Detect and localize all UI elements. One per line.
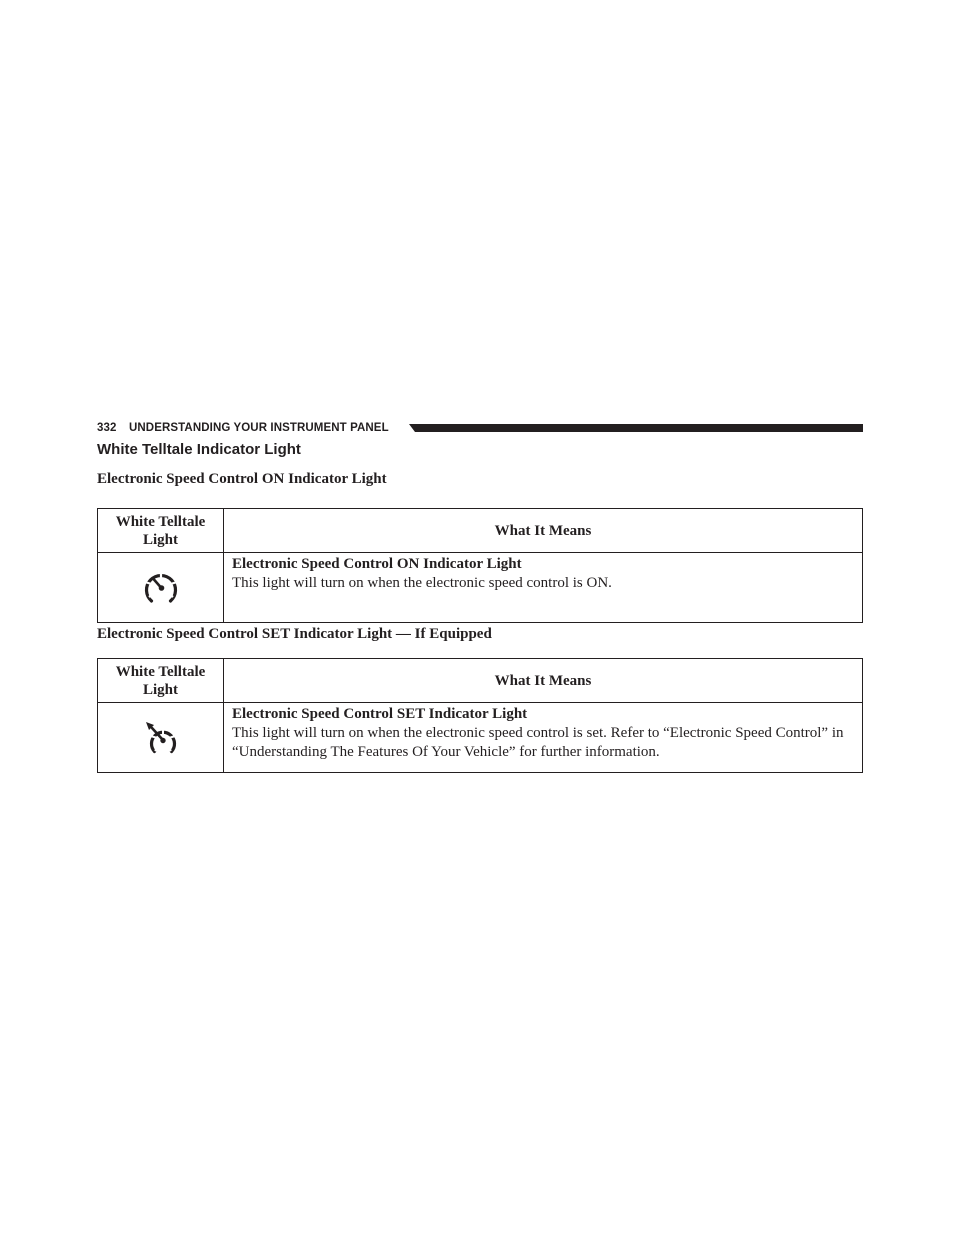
telltale-description [224, 553, 863, 623]
col-header-meaning: What It Means [224, 509, 863, 553]
row-title: Electronic Speed Control ON Indicator Light [232, 556, 522, 572]
telltale-icon-cell [98, 553, 224, 623]
speedometer-icon [140, 568, 182, 608]
section-title: White Telltale Indicator Light [97, 441, 301, 458]
row-text: This light will turn on when the electronic speed control is ON. [232, 575, 612, 591]
col-header-telltale: White Telltale Light [98, 659, 224, 703]
row-title: Electronic Speed Control SET Indicator Light [232, 706, 528, 722]
running-header [97, 420, 863, 436]
col-header-telltale: White Telltale Light [98, 509, 224, 553]
row-text: This light will turn on when the electronic speed control is set. Refer to “Electronic Speed Control” in “Understanding The Features Of Your Vehicle” for further information. [232, 725, 844, 760]
subheading-speed-control-on: Electronic Speed Control ON Indicator Light [97, 471, 387, 487]
header-rule [415, 424, 863, 432]
running-header-title: UNDERSTANDING YOUR INSTRUMENT PANEL [129, 422, 389, 434]
speedometer-set-icon [140, 718, 182, 758]
telltale-description [224, 703, 863, 773]
telltale-icon-cell [98, 703, 224, 773]
col-header-meaning: What It Means [224, 659, 863, 703]
page-number: 332 [97, 422, 117, 434]
telltale-table-set [97, 658, 863, 773]
telltale-table-on [97, 508, 863, 623]
subheading-speed-control-set: Electronic Speed Control SET Indicator Light — If Equipped [97, 626, 492, 642]
